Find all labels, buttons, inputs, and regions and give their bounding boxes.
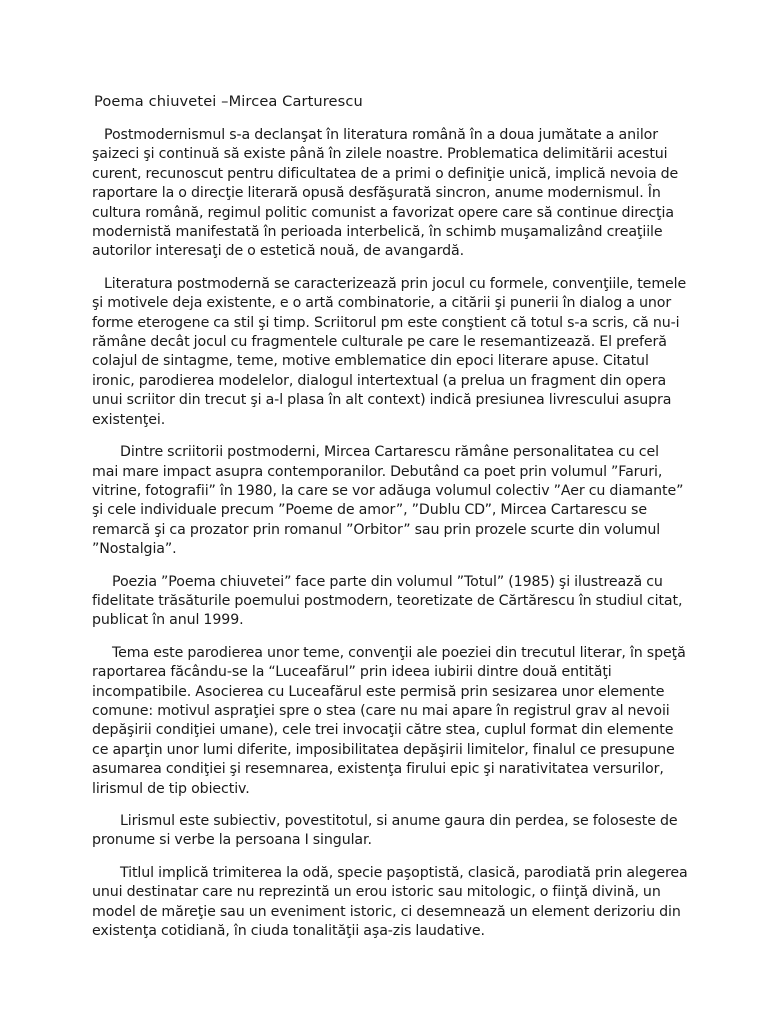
paragraph-lyricism: Lirismul este subiectiv, povestitotul, si anume gaura din perdea, se foloseste de pronume si verbe la persoana I singular. <box>92 813 678 849</box>
paragraph-theme: Tema este parodierea unor teme, convenţii ale poeziei din trecutul literar, în speţă raportarea făcându-se la “Luceafărul” prin ideea iubirii dintre două entităţi incompatibile. Asocierea cu Luceafărul este permisă prin sesizarea unor elemente comune: motivul aspraţiei spre o stea (care nu mai apare în registrul grav al nevoii depăşirii condiţiei umane), cele trei invocaţii către stea, cuplul format din elemente ce aparţin unor lumi diferite, imposibilitatea depăşirii limitelor, finalul ce presupune asumarea condiţiei şi resemnarea, existenţa firului epic şi narativitatea versurilor, lirismul de tip obiectiv. <box>92 644 686 797</box>
paragraph-poem-volume: Poezia ”Poema chiuvetei” face parte din volumul ”Totul” (1985) şi ilustrează cu fidelitate trăsăturile poemului postmodern, teoretizate de Cărtărescu în studiul citat, publicat în anul 1999. <box>92 573 683 629</box>
paragraph-postmodern-literature: Literatura postmodernă se caracterizează prin jocul cu formele, convenţiile, temele şi motivele deja existente, e o artă combinatorie, a citării şi punerii în dialog a unor forme eterogene ca stil şi timp. Scriitorul pm este conştient că totul s-a scris, că nu-i rămâne decât jocul cu fragmentele culturale pe care le resemantizează. El preferă colajul de sintagme, teme, motive emblematice din epoci literare apuse. Citatul ironic, parodierea modelelor, dialogul intertextual (a prelua un fragment din opera unui scriitor din trecut şi a-l plasa în alt context) indică presiunea livrescului asupra existenţei. <box>92 275 687 428</box>
paragraph-title: Titlul implică trimiterea la odă, specie paşoptistă, clasică, parodiată prin alegerea unui destinatar care nu reprezintă un erou istoric sau mitologic, o fiinţă divină, un model de măreţie sau un eveniment istoric, ci desemnează un element derizoriu din existenţa cotidiană, în ciuda tonalităţii aşa-zis laudative. <box>92 864 688 940</box>
paragraph-postmodernism-intro: Postmodernismul s-a declanşat în literatura română în a doua jumătate a anilor şaizeci şi continuă să existe până în zilele noastre. Problematica delimitării acestui curent, recunoscut pentru dificultatea de a primi o definiţie unică, implică nevoia de raportare la o direcţie literară opusă desfăşurată sincron, anume modernismul. În cultura română, regimul politic comunist a favorizat opere care să continue direcţia modernistă manifestată în perioada interbelică, în schimb muşamalizând creaţiile autorilor interesaţi de o estetică nouă, de avangardă. <box>92 127 679 260</box>
paragraph-cartarescu: Dintre scriitorii postmoderni, Mircea Cartarescu rămâne personalitatea cu cel mai mare impact asupra contemporanilor. Debutând ca poet prin volumul ”Faruri, vitrine, fotografii” în 1980, la care se vor adăuga volumul colectiv ”Aer cu diamante” şi cele individuale precum ”Poeme de amor”, ”Dublu CD”, Mircea Cartarescu se remarcă şi ca prozator prin romanul ”Orbitor” sau prin prozele scurte din volumul ”Nostalgia”. <box>92 444 684 558</box>
document-title: Poema chiuvetei –Mircea Carturescu <box>94 93 363 110</box>
